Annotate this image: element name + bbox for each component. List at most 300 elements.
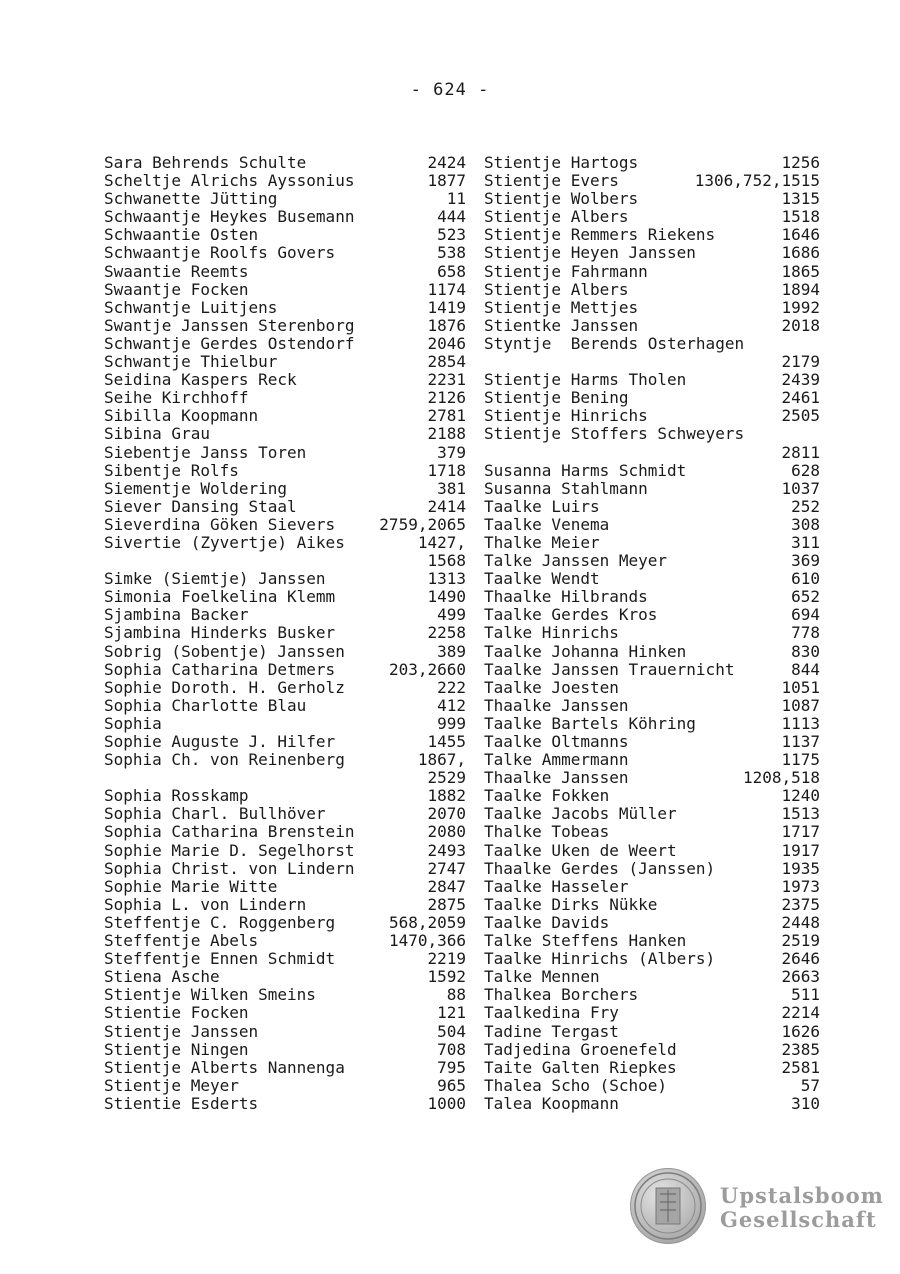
entry-name: Sara Behrends Schulte [104, 153, 307, 172]
list-item [104, 878, 466, 896]
entry-number: 252 [791, 496, 820, 516]
entry-name: Talea Koopmann [484, 1093, 619, 1113]
entry-name: Taalke Hinrichs (Albers) [484, 949, 716, 969]
list-item [104, 950, 466, 968]
list-item [484, 462, 820, 480]
list-item [484, 371, 820, 389]
entry-number: 1876 [427, 315, 466, 335]
entry-name: Schwantje Gerdes Ostendorf [104, 333, 355, 353]
list-item [484, 643, 820, 661]
list-item [104, 679, 466, 697]
entry-number: 1470,366 [388, 931, 466, 951]
entry-name: Stientje Evers [484, 171, 619, 191]
entry-name: Siementje Woldering [104, 478, 288, 498]
entry-name: Siever Dansing Staal [104, 496, 297, 516]
entry-name: Stientje Meyer [104, 1075, 239, 1095]
list-item [484, 606, 820, 624]
entry-name: Thaalke Janssen [484, 768, 629, 788]
entry-number: 1037 [781, 478, 820, 498]
entry-name: Taalke Davids [484, 912, 610, 932]
entry-name: Sibentje Rolfs [104, 460, 239, 480]
entry-name: Stientje Albers [484, 207, 629, 227]
list-item [104, 154, 466, 172]
list-item [484, 407, 820, 425]
entry-name: Stientje Harms Tholen [484, 370, 687, 390]
list-item [104, 552, 466, 570]
entry-name: Stientje Stoffers Schweyers [484, 424, 745, 444]
list-item [104, 263, 466, 281]
entry-number: 1051 [781, 677, 820, 697]
entry-name: Taite Galten Riepkes [484, 1057, 677, 1077]
entry-number: 694 [791, 605, 820, 625]
entry-number: 121 [437, 1003, 466, 1023]
entry-name: Sophia Charl. Bullhöver [104, 804, 326, 824]
entry-name: Tadine Tergast [484, 1021, 619, 1041]
entry-name: Steffentje Ennen Schmidt [104, 949, 336, 969]
list-item [484, 624, 820, 642]
list-item [484, 425, 820, 443]
entry-name: Swaantje Focken [104, 279, 249, 299]
entry-number: 2375 [781, 894, 820, 914]
entry-name: Schwaantie Osten [104, 225, 259, 245]
entry-number: 2581 [781, 1057, 820, 1077]
entry-name: Sophia L. von Lindern [104, 894, 307, 914]
list-item [104, 896, 466, 914]
entry-number: 1175 [781, 750, 820, 770]
entry-name: Thalkea Borchers [484, 985, 639, 1005]
list-item [484, 715, 820, 733]
list-item [484, 389, 820, 407]
entry-name: Sieverdina Göken Sievers [104, 514, 336, 534]
entry-number: 2519 [781, 931, 820, 951]
entry-name: Sophia Catharina Detmers [104, 659, 336, 679]
entry-name: Taalke Joesten [484, 677, 619, 697]
list-item [484, 335, 820, 353]
entry-number: 1313 [427, 569, 466, 589]
entry-number: 2414 [427, 496, 466, 516]
list-item [104, 787, 466, 805]
entry-name: Sibina Grau [104, 424, 210, 444]
list-item [104, 624, 466, 642]
entry-name: Stientie Esderts [104, 1093, 259, 1113]
entry-name: Stientke Janssen [484, 315, 639, 335]
entry-number: 389 [437, 641, 466, 661]
entry-name: Taalke Wendt [484, 569, 600, 589]
entry-number: 2046 [427, 333, 466, 353]
logo-line-1: Upstalsboom [720, 1183, 884, 1208]
list-item [104, 407, 466, 425]
entry-number: 379 [437, 442, 466, 462]
entry-name: Taalke Johanna Hinken [484, 641, 687, 661]
entry-number: 1240 [781, 786, 820, 806]
entry-name: Taalke Venema [484, 514, 610, 534]
entry-number: 2424 [427, 153, 466, 172]
entry-name: Sophia Catharina Brenstein [104, 822, 355, 842]
list-item [484, 498, 820, 516]
entry-name: Sophie Marie D. Segelhorst [104, 840, 355, 860]
list-item [484, 588, 820, 606]
entry-number: 2529 [427, 768, 466, 788]
list-item [104, 860, 466, 878]
entry-name: Styntje Berends Osterhagen [484, 333, 745, 353]
entry-name: Stientje Hartogs [484, 153, 639, 172]
entry-number: 965 [437, 1075, 466, 1095]
list-item [104, 842, 466, 860]
entry-number: 2854 [427, 352, 466, 372]
list-item [484, 317, 820, 335]
list-item [104, 570, 466, 588]
entry-name: Stientje Fahrmann [484, 261, 648, 281]
entry-name: Thaalke Gerdes (Janssen) [484, 858, 716, 878]
entry-number: 1935 [781, 858, 820, 878]
list-item [484, 154, 820, 172]
upstalsboom-logo [630, 1168, 884, 1248]
entry-number: 444 [437, 207, 466, 227]
list-item [484, 860, 820, 878]
entry-name: Talke Mennen [484, 967, 600, 987]
entry-name: Schwaantje Roolfs Govers [104, 243, 336, 263]
entry-number: 2875 [427, 894, 466, 914]
entry-name: Schwantje Thielbur [104, 352, 278, 372]
list-item [484, 281, 820, 299]
entry-name: Schwantje Luitjens [104, 297, 278, 317]
list-item [484, 986, 820, 1004]
list-item [104, 244, 466, 262]
list-item [484, 679, 820, 697]
list-item [104, 986, 466, 1004]
list-item [104, 444, 466, 462]
entry-name: Talke Janssen Meyer [484, 551, 668, 571]
list-item [484, 968, 820, 986]
entry-number: 2747 [427, 858, 466, 878]
entry-number: 1626 [781, 1021, 820, 1041]
entry-name: Scheltje Alrichs Ayssonius [104, 171, 355, 191]
entry-number: 499 [437, 605, 466, 625]
list-item [484, 823, 820, 841]
entry-number: 504 [437, 1021, 466, 1041]
entry-name: Talke Steffens Hanken [484, 931, 687, 951]
list-item [104, 968, 466, 986]
entry-name: Sophie Marie Witte [104, 876, 278, 896]
entry-number: 311 [791, 532, 820, 552]
entry-name: Taalke Uken de Weert [484, 840, 677, 860]
entry-name: Stientje Wolbers [484, 189, 639, 209]
entry-number: 2126 [427, 388, 466, 408]
list-item [104, 281, 466, 299]
entry-name: Stientje Bening [484, 388, 629, 408]
entry-number: 1137 [781, 732, 820, 751]
list-item [104, 516, 466, 534]
entry-number: 1917 [781, 840, 820, 860]
list-item [104, 299, 466, 317]
list-item [104, 190, 466, 208]
entry-number: 2847 [427, 876, 466, 896]
entry-name: Sophia Christ. von Lindern [104, 858, 355, 878]
entry-name: Susanna Stahlmann [484, 478, 648, 498]
entry-number: 778 [791, 623, 820, 643]
list-item [104, 317, 466, 335]
entry-name: Siebentje Janss Toren [104, 442, 307, 462]
entry-number: 1718 [427, 460, 466, 480]
entry-name: Stientje Remmers Riekens [484, 225, 716, 245]
list-item [104, 697, 466, 715]
list-item [104, 534, 466, 552]
entry-name: Stientje Ningen [104, 1039, 249, 1059]
list-item [104, 751, 466, 769]
entry-number: 1867, [417, 750, 466, 770]
list-item [484, 244, 820, 262]
list-item [484, 570, 820, 588]
page-number: - 624 - [410, 80, 490, 100]
entry-name: Schwanette Jütting [104, 189, 278, 209]
entry-name: Taalke Dirks Nükke [484, 894, 658, 914]
entry-number: 2214 [781, 1003, 820, 1023]
entry-number: 88 [446, 985, 466, 1005]
entry-name: Simonia Foelkelina Klemm [104, 587, 336, 607]
entry-name: Stientje Albers [484, 279, 629, 299]
entry-name: Talke Hinrichs [484, 623, 619, 643]
entry-name: Taalke Gerdes Kros [484, 605, 658, 625]
entry-number: 2461 [781, 388, 820, 408]
list-item [484, 444, 820, 462]
list-item [484, 226, 820, 244]
entry-number: 2646 [781, 949, 820, 969]
entry-name: Sophia [104, 713, 162, 733]
list-item [104, 353, 466, 371]
list-item [484, 805, 820, 823]
entry-number: 2188 [427, 424, 466, 444]
entry-name: Swantje Janssen Sterenborg [104, 315, 355, 335]
entry-number: 222 [437, 677, 466, 697]
entry-number: 1490 [427, 587, 466, 607]
list-item [104, 1023, 466, 1041]
entry-number: 1992 [781, 297, 820, 317]
entry-name: Taalke Luirs [484, 496, 600, 516]
list-item [484, 552, 820, 570]
entry-name: Taalke Jacobs Müller [484, 804, 677, 824]
entry-name: Sivertie (Zyvertje) Aikes [104, 532, 345, 552]
entry-number: 2505 [781, 406, 820, 426]
list-item [104, 208, 466, 226]
list-item [104, 389, 466, 407]
entry-name: Stiena Asche [104, 967, 220, 987]
entry-number: 2080 [427, 822, 466, 842]
entry-name: Steffentje C. Roggenberg [104, 912, 336, 932]
entry-number: 1686 [781, 243, 820, 263]
entry-name: Steffentje Abels [104, 931, 259, 951]
entry-number: 1174 [427, 279, 466, 299]
entry-name: Thalea Scho (Schoe) [484, 1075, 668, 1095]
list-item [484, 697, 820, 715]
list-item [484, 172, 820, 190]
list-item [484, 353, 820, 371]
list-item [484, 534, 820, 552]
entry-number: 652 [791, 587, 820, 607]
list-item [104, 498, 466, 516]
entry-name: Susanna Harms Schmidt [484, 460, 687, 480]
entry-number: 2219 [427, 949, 466, 969]
right-column [484, 154, 820, 1113]
entry-name: Sophia Rosskamp [104, 786, 249, 806]
entry-name: Sophie Doroth. H. Gerholz [104, 677, 345, 697]
entry-number: 1513 [781, 804, 820, 824]
list-item [104, 805, 466, 823]
entry-number: 2385 [781, 1039, 820, 1059]
list-item [104, 733, 466, 751]
list-item [484, 769, 820, 787]
entry-name: Taalke Hasseler [484, 876, 629, 896]
entry-number: 2663 [781, 967, 820, 987]
entry-name: Stientje Heyen Janssen [484, 243, 696, 263]
list-item [104, 226, 466, 244]
list-item [104, 1004, 466, 1022]
entry-number: 2179 [781, 352, 820, 372]
entry-number: 1592 [427, 967, 466, 987]
entry-number: 1877 [427, 171, 466, 191]
list-item [484, 516, 820, 534]
entry-number: 412 [437, 695, 466, 715]
entry-name: Sophia Charlotte Blau [104, 695, 307, 715]
list-item [484, 299, 820, 317]
list-item [104, 606, 466, 624]
entry-number: 658 [437, 261, 466, 281]
entry-number: 1518 [781, 207, 820, 227]
list-item [484, 842, 820, 860]
list-item [104, 425, 466, 443]
entry-name: Seihe Kirchhoff [104, 388, 249, 408]
entry-number: 2781 [427, 406, 466, 426]
entry-number: 369 [791, 551, 820, 571]
list-item [484, 914, 820, 932]
list-item [484, 1023, 820, 1041]
entry-number: 844 [791, 659, 820, 679]
list-item [104, 462, 466, 480]
entry-number: 511 [791, 985, 820, 1005]
entry-number: 2493 [427, 840, 466, 860]
list-item [104, 932, 466, 950]
entry-number: 538 [437, 243, 466, 263]
list-item [104, 1041, 466, 1059]
entry-number: 2811 [781, 442, 820, 462]
entry-number: 381 [437, 478, 466, 498]
entry-name: Stientje Alberts Nannenga [104, 1057, 345, 1077]
entry-name: Seidina Kaspers Reck [104, 370, 297, 390]
entry-name: Tadjedina Groenefeld [484, 1039, 677, 1059]
list-item [484, 950, 820, 968]
list-item [104, 371, 466, 389]
entry-name: Thaalke Hilbrands [484, 587, 648, 607]
entry-number: 203,2660 [388, 659, 466, 679]
entry-name: Taalke Oltmanns [484, 732, 629, 751]
entry-number: 57 [800, 1075, 820, 1095]
list-item [104, 1059, 466, 1077]
entry-name: Sophia Ch. von Reinenberg [104, 750, 345, 770]
entry-name: Thaalke Janssen [484, 695, 629, 715]
entry-name: Taalkedina Fry [484, 1003, 619, 1023]
list-item [484, 1059, 820, 1077]
seal-icon [630, 1168, 706, 1244]
logo-line-2: Gesellschaft [720, 1207, 877, 1232]
left-column [104, 154, 466, 1113]
entry-number: 1973 [781, 876, 820, 896]
list-item [484, 661, 820, 679]
entry-number: 1427, [417, 532, 466, 552]
entry-name: Stientje Hinrichs [484, 406, 648, 426]
entry-name: Stientje Wilken Smeins [104, 985, 316, 1005]
entry-name: Taalke Bartels Köhring [484, 713, 696, 733]
entry-number: 1000 [427, 1093, 466, 1113]
entry-number: 2448 [781, 912, 820, 932]
entry-number: 1208,518 [742, 768, 820, 788]
entry-number: 1419 [427, 297, 466, 317]
list-item [484, 208, 820, 226]
entry-number: 1568 [427, 551, 466, 571]
entry-name: Stientie Focken [104, 1003, 249, 1023]
entry-name: Simke (Siemtje) Janssen [104, 569, 326, 589]
entry-number: 2439 [781, 370, 820, 390]
list-item [484, 263, 820, 281]
entry-number: 523 [437, 225, 466, 245]
entry-name: Sjambina Hinderks Busker [104, 623, 336, 643]
entry-number: 628 [791, 460, 820, 480]
entry-name: Thalke Tobeas [484, 822, 610, 842]
entry-number: 308 [791, 514, 820, 534]
entry-name: Stientje Janssen [104, 1021, 259, 1041]
entry-number: 310 [791, 1093, 820, 1113]
list-item [104, 823, 466, 841]
entry-number: 1894 [781, 279, 820, 299]
entry-number: 1646 [781, 225, 820, 245]
list-item [104, 769, 466, 787]
list-item [484, 190, 820, 208]
list-item [484, 932, 820, 950]
entry-number: 1717 [781, 822, 820, 842]
entry-number: 1882 [427, 786, 466, 806]
entry-number: 2258 [427, 623, 466, 643]
entry-number: 2018 [781, 315, 820, 335]
list-item [104, 715, 466, 733]
list-item [484, 1041, 820, 1059]
entry-number: 1315 [781, 189, 820, 209]
entry-number: 1865 [781, 261, 820, 281]
entry-number: 2759,2065 [379, 514, 466, 534]
entry-number: 1256 [781, 153, 820, 172]
entry-number: 1306,752,1515 [694, 171, 820, 191]
list-item [484, 896, 820, 914]
entry-number: 999 [437, 713, 466, 733]
entry-name: Swaantie Reemts [104, 261, 249, 281]
list-item [484, 787, 820, 805]
entry-name: Sjambina Backer [104, 605, 249, 625]
entry-number: 1113 [781, 713, 820, 733]
list-item [104, 643, 466, 661]
entry-name: Stientje Mettjes [484, 297, 639, 317]
entry-number: 795 [437, 1057, 466, 1077]
entry-number: 708 [437, 1039, 466, 1059]
list-item [484, 751, 820, 769]
entry-name: Taalke Janssen Trauernicht [484, 659, 735, 679]
list-item [104, 661, 466, 679]
entry-number: 2070 [427, 804, 466, 824]
entry-number: 2231 [427, 370, 466, 390]
list-item [104, 480, 466, 498]
entry-number: 610 [791, 569, 820, 589]
list-item [104, 914, 466, 932]
entry-name: Sibilla Koopmann [104, 406, 259, 426]
entry-number: 568,2059 [388, 912, 466, 932]
list-item [484, 1077, 820, 1095]
entry-name: Schwaantje Heykes Busemann [104, 207, 355, 227]
